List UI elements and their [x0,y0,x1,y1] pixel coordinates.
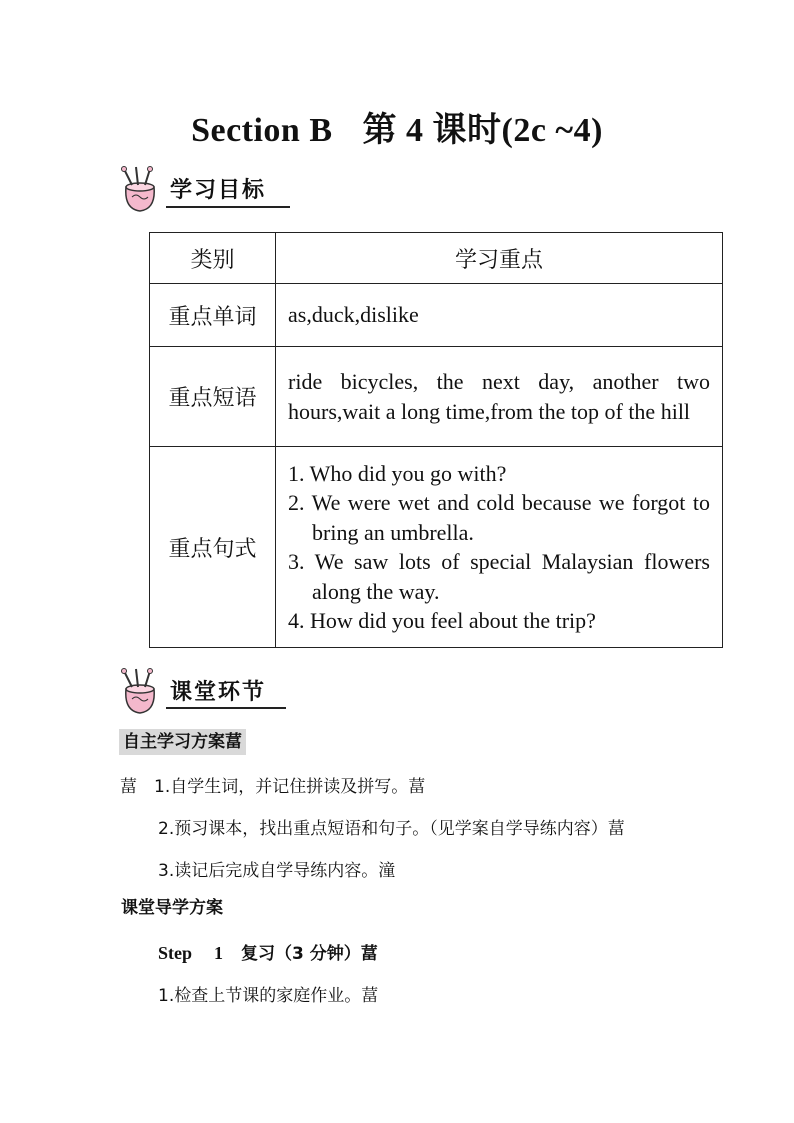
title-section: Section B [191,112,333,149]
guided-label: 课堂导学方案 [121,898,223,918]
row-content-sentences [276,447,723,648]
step-heading [158,939,378,964]
goals-banner-label: 学习目标 [170,178,267,203]
table-header-row [150,233,723,284]
list-item: 1. Who did you go with? [288,460,507,486]
row-content-phrases: ride bicycles, the next day, another two hours,wait a long time,from the top of the hill [276,347,723,447]
table-row [150,284,723,347]
header-category: 类别 [150,233,276,284]
sentence-list [288,459,710,636]
goals-banner [118,165,298,209]
table-row [150,347,723,447]
classroom-banner-underline [166,707,286,709]
step-number: 1 [214,943,224,963]
title-lesson: 第 4 课时(2c ~4) [362,112,603,149]
list-item: 4. How did you feel about the trip? [288,608,596,633]
goals-banner-underline [166,206,290,208]
pencil-cup-icon [118,165,168,215]
pencil-cup-icon [118,667,168,717]
classroom-banner-label: 课堂环节 [170,680,267,705]
row-category-sentences: 重点句式 [150,447,276,648]
row-category-words: 重点单词 [150,284,276,347]
guided-line-1: 1.检查上节课的家庭作业。葍 [158,986,379,1006]
row-content-words: as,duck,dislike [276,284,723,347]
page-title [0,102,794,151]
row-category-phrases: 重点短语 [150,347,276,447]
classroom-banner [118,667,298,711]
step-word: Step [158,943,193,963]
list-item: 3. We saw lots of special Malaysian flowers along the way. [288,549,710,604]
self-study-line-3: 3.读记后完成自学导练内容。潼 [158,861,396,881]
header-focus: 学习重点 [276,233,723,284]
self-study-line-2: 2.预习课本，找出重点短语和句子。（见学案自学导练内容）葍 [158,819,625,839]
table-row [150,447,723,648]
self-study-label: 自主学习方案葍 [119,729,246,755]
self-study-line-1: 葍 1.自学生词，并记住拼读及拼写。葍 [120,777,426,797]
step-title: 复习（3 分钟）葍 [241,944,378,964]
goals-table [149,232,723,648]
list-item: 2. We were wet and cold because we forgot to bring an umbrella. [288,490,710,545]
